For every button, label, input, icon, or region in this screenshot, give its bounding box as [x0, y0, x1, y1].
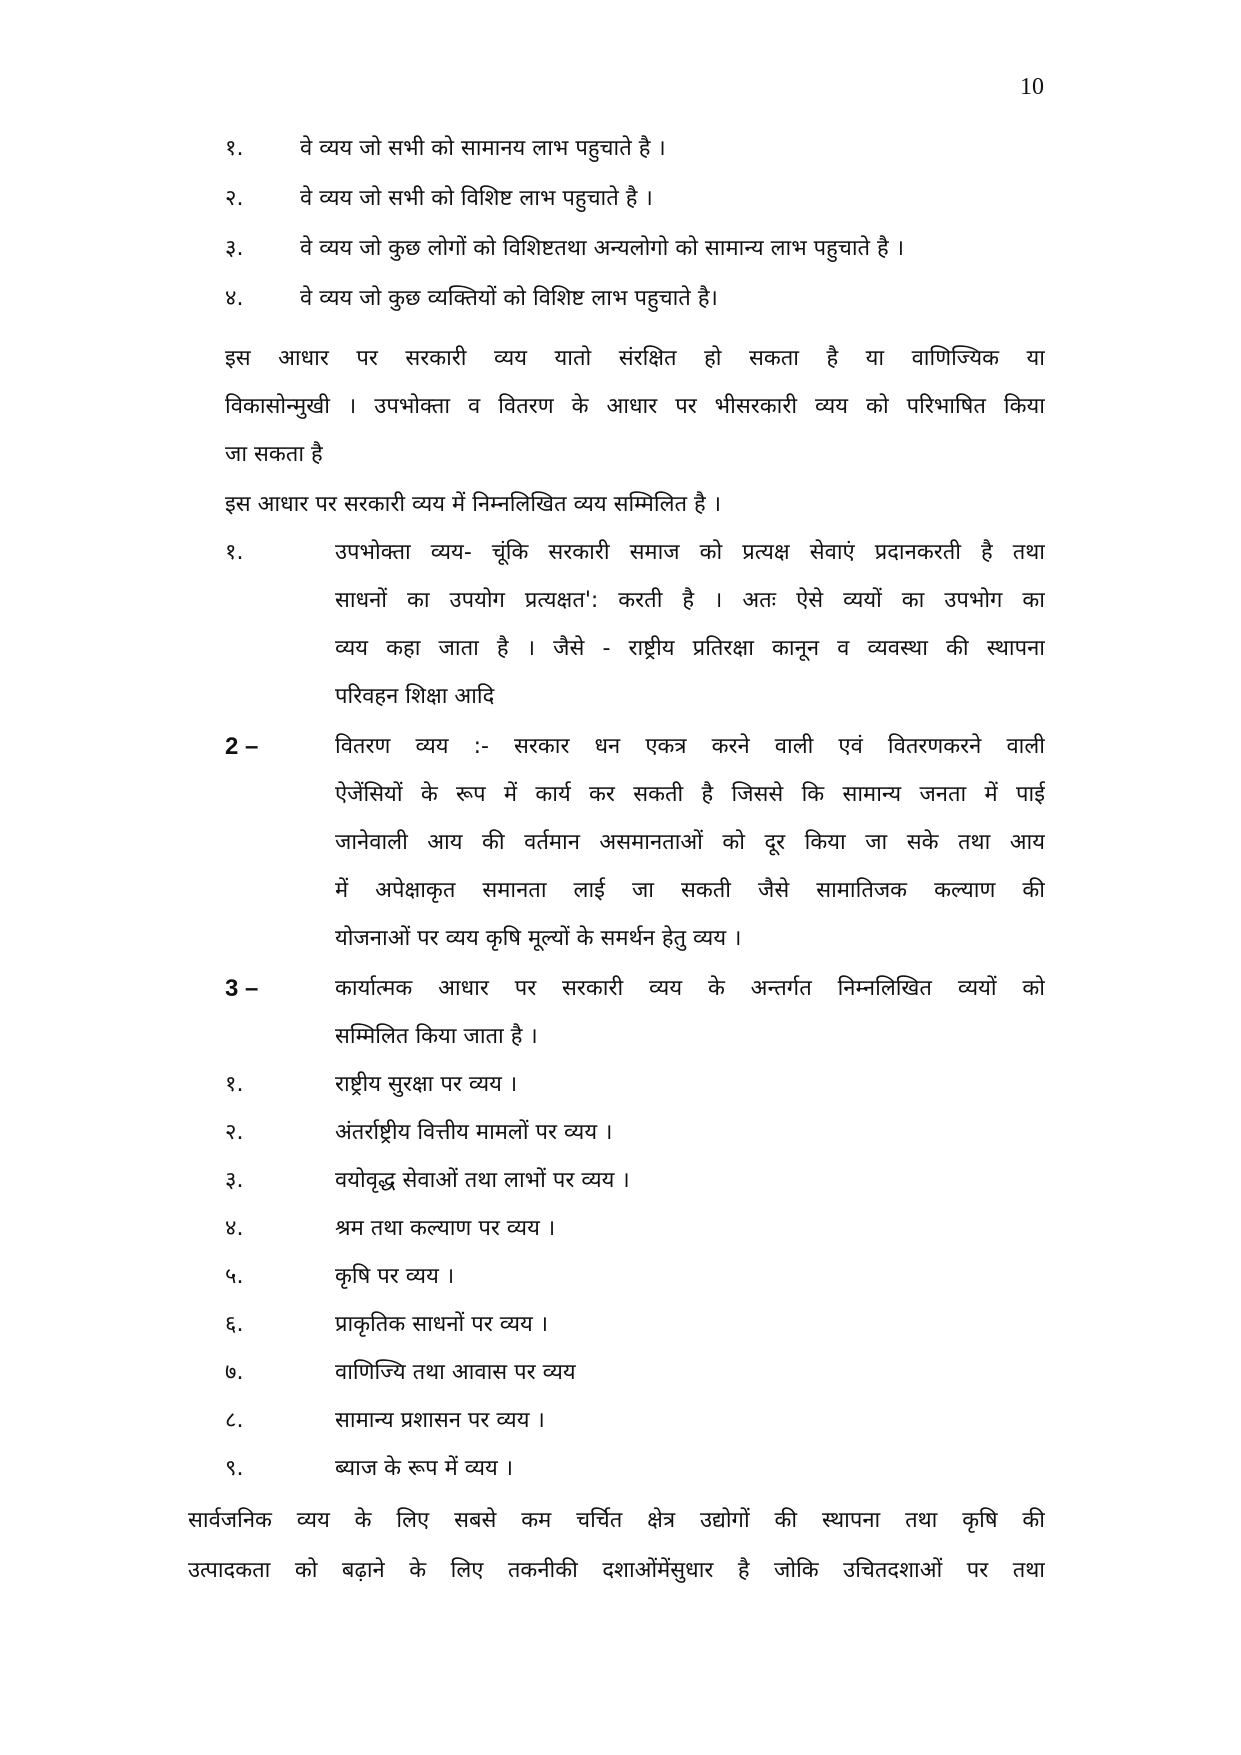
paragraph-line: सार्वजनिक व्यय के लिए सबसे कम चर्चित क्षेत्र उद्योगों की स्थापना तथा कृषि की: [188, 1508, 1045, 1533]
list-number: २.: [225, 186, 244, 211]
item-line: ऐजेंसियों के रूप में कार्य कर सकती है जिससे कि सामान्य जनता में पाई: [335, 782, 1045, 807]
list-text: वे व्यय जो कुछ लोगों को विशिष्टतथा अन्यलोगो को सामान्य लाभ पहुचाते है ।: [300, 236, 905, 261]
list-number: ४.: [225, 286, 244, 311]
list-number: ४.: [225, 1216, 244, 1241]
item-line: साधनों का उपयोग प्रत्यक्षत': करती है । अतः ऐसे व्ययों का उपभोग का: [335, 588, 1045, 613]
list-number: ३.: [225, 236, 244, 261]
item-line: योजनाओं पर व्यय कृषि मूल्यों के समर्थन हेतु व्यय ।: [335, 926, 742, 951]
item-line: कार्यात्मक आधार पर सरकारी व्यय के अन्तर्गत निम्नलिखित व्ययों को: [335, 976, 1045, 1001]
item-number: 3 –: [225, 975, 259, 1002]
list-text: वे व्यय जो सभी को सामानय लाभ पहुचाते है ।: [300, 136, 666, 161]
list-number: ८.: [225, 1408, 244, 1433]
paragraph-line: इस आधार पर सरकारी व्यय में निम्नलिखित व्यय सम्मिलित है ।: [225, 492, 722, 517]
list-number: ९.: [225, 1456, 244, 1481]
list-text: श्रम तथा कल्याण पर व्यय ।: [335, 1216, 556, 1241]
list-text: वे व्यय जो कुछ व्यक्तियों को विशिष्ट लाभ पहुचाते है।: [300, 286, 718, 311]
list-text: अंतर्राष्ट्रीय वित्तीय मामलों पर व्यय ।: [335, 1120, 613, 1145]
list-text: कृषि पर व्यय ।: [335, 1264, 455, 1289]
list-number: २.: [225, 1120, 244, 1145]
paragraph-line: विकासोन्मुखी । उपभोक्ता व वितरण के आधार पर भीसरकारी व्यय को परिभाषित किया: [225, 394, 1045, 419]
list-number: १.: [225, 136, 244, 161]
list-text: सामान्य प्रशासन पर व्यय ।: [335, 1408, 545, 1433]
list-number: ३.: [225, 1168, 244, 1193]
list-text: वयोवृद्ध सेवाओं तथा लाभों पर व्यय ।: [335, 1168, 630, 1193]
item-line: वितरण व्यय :- सरकार धन एकत्र करने वाली एवं वितरणकरने वाली: [335, 734, 1045, 759]
item-line: उपभोक्ता व्यय- चूंकि सरकारी समाज को प्रत्यक्ष सेवाएं प्रदानकरती है तथा: [335, 540, 1045, 565]
item-line: सम्मिलित किया जाता है ।: [335, 1024, 538, 1049]
list-number: ७.: [225, 1360, 244, 1385]
item-number: १.: [225, 540, 244, 565]
list-number: ६.: [225, 1312, 244, 1337]
list-text: राष्ट्रीय सुरक्षा पर व्यय ।: [335, 1072, 518, 1097]
list-text: वाणिज्यि तथा आवास पर व्यय: [335, 1360, 576, 1385]
item-line: जानेवाली आय की वर्तमान असमानताओं को दूर किया जा सके तथा आय: [335, 830, 1045, 855]
item-number: 2 –: [225, 733, 259, 760]
list-number: ५.: [225, 1264, 244, 1289]
item-line: व्यय कहा जाता है । जैसे - राष्ट्रीय प्रतिरक्षा कानून व व्यवस्था की स्थापना: [335, 636, 1045, 661]
paragraph-line: उत्पादकता को बढ़ाने के लिए तकनीकी दशाओंमेंसुधार है जोकि उचितदशाओं पर तथा: [188, 1558, 1045, 1583]
list-text: वे व्यय जो सभी को विशिष्ट लाभ पहुचाते है ।: [300, 186, 653, 211]
paragraph-line: जा सकता है: [225, 442, 323, 467]
item-line: में अपेक्षाकृत समानता लाई जा सकती जैसे सामातिजक कल्याण की: [335, 878, 1045, 903]
item-line: परिवहन शिक्षा आदि: [335, 684, 495, 709]
list-number: १.: [225, 1072, 244, 1097]
list-text: ब्याज के रूप में व्यय ।: [335, 1456, 514, 1481]
page-number: 10: [1020, 74, 1044, 100]
list-text: प्राकृतिक साधनों पर व्यय ।: [335, 1312, 549, 1337]
paragraph-line: इस आधार पर सरकारी व्यय यातो संरक्षित हो सकता है या वाणिज्यिक या: [225, 346, 1045, 371]
